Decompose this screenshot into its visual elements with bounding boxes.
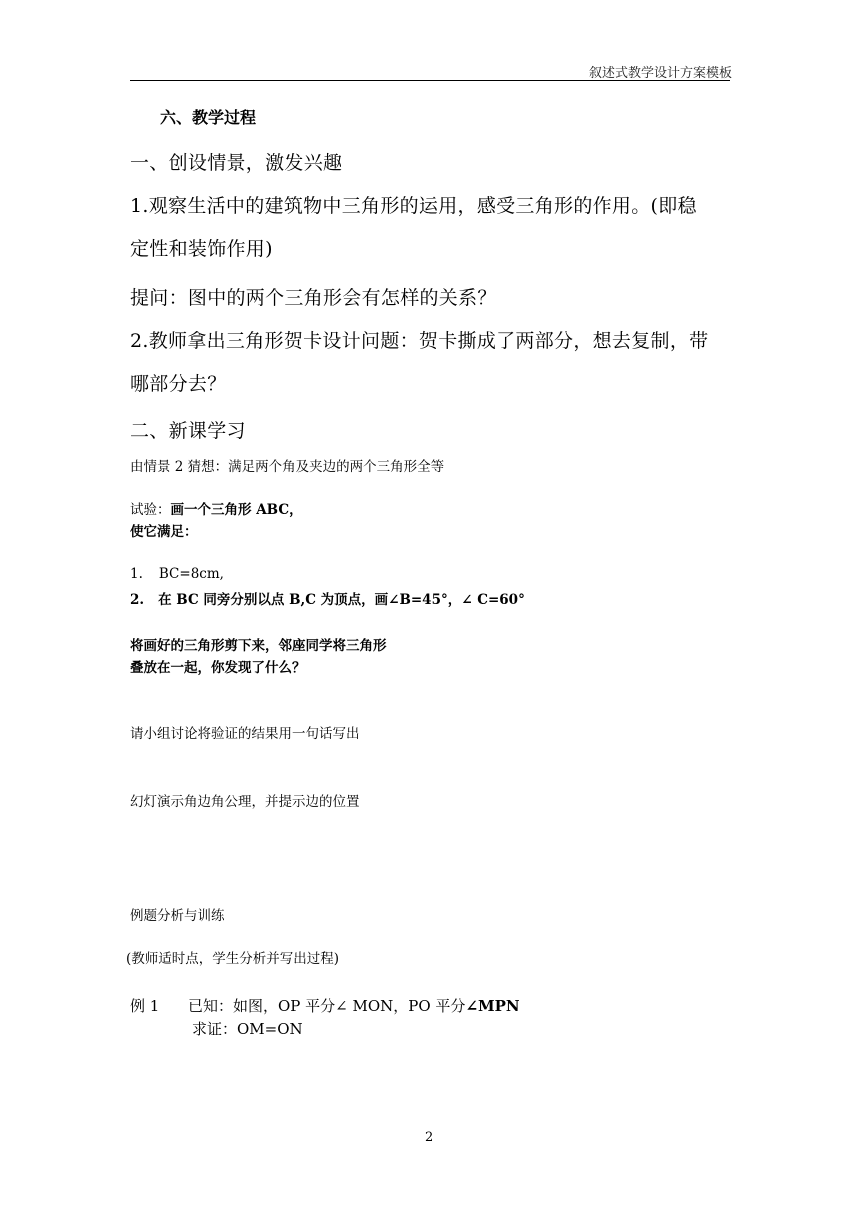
- part1-heading: 一、创设情景，激发兴趣: [130, 152, 343, 174]
- item2-line2: 哪部分去？: [130, 373, 227, 395]
- section-title: 六、教学过程: [160, 108, 257, 127]
- condition-1-text: BC=8cm,: [158, 566, 224, 582]
- test-line: [130, 498, 303, 518]
- discuss-line: 请小组讨论将验证的结果用一句话写出: [130, 726, 360, 742]
- item1-line1: 1.观察生活中的建筑物中三角形的运用，感受三角形的作用。(即稳: [130, 195, 697, 217]
- example-1-given-text: 已知：如图，OP 平分∠ MON，PO 平分: [188, 997, 466, 1015]
- condition-1: [130, 566, 224, 582]
- header-divider: [130, 80, 730, 81]
- examples-heading: 例题分析与训练: [130, 908, 225, 924]
- item1-line2: 定性和装饰作用): [130, 238, 273, 260]
- condition-2-text: 在 BC 同旁分别以点 B,C 为顶点，画∠B=45°，∠ C=60°: [158, 592, 525, 608]
- page-number: 2: [425, 1130, 434, 1145]
- example-1-given: [188, 995, 520, 1016]
- example-1-prove: 求证：OM=ON: [192, 1020, 303, 1038]
- cut-instruction-line1: 将画好的三角形剪下来，邻座同学将三角形: [130, 638, 387, 654]
- guess-line: 由情景 2 猜想：满足两个角及夹边的两个三角形全等: [130, 459, 445, 475]
- condition-2-number: 2.: [130, 592, 145, 608]
- item2-line1: 2.教师拿出三角形贺卡设计问题：贺卡撕成了两部分，想去复制，带: [130, 330, 709, 352]
- slides-line: 幻灯演示角边角公理，并提示边的位置: [130, 794, 360, 810]
- condition-1-number: 1.: [130, 566, 143, 582]
- cut-instruction-line2: 叠放在一起，你发现了什么？: [130, 660, 306, 676]
- example-1-label: 例 1: [130, 997, 160, 1015]
- example-1-given-angle: ∠MPN: [465, 997, 520, 1015]
- condition-2: [130, 588, 525, 608]
- teacher-note: (教师适时点，学生分析并写出过程): [126, 951, 340, 967]
- test-prefix: 试验：: [130, 502, 171, 518]
- header-title: 叙述式教学设计方案模板: [588, 66, 732, 81]
- satisfy-line: 使它满足：: [130, 524, 198, 540]
- part2-heading: 二、新课学习: [130, 420, 246, 442]
- question-line: 提问：图中的两个三角形会有怎样的关系？: [130, 287, 497, 309]
- test-instruction: 画一个三角形 ABC，: [170, 502, 303, 518]
